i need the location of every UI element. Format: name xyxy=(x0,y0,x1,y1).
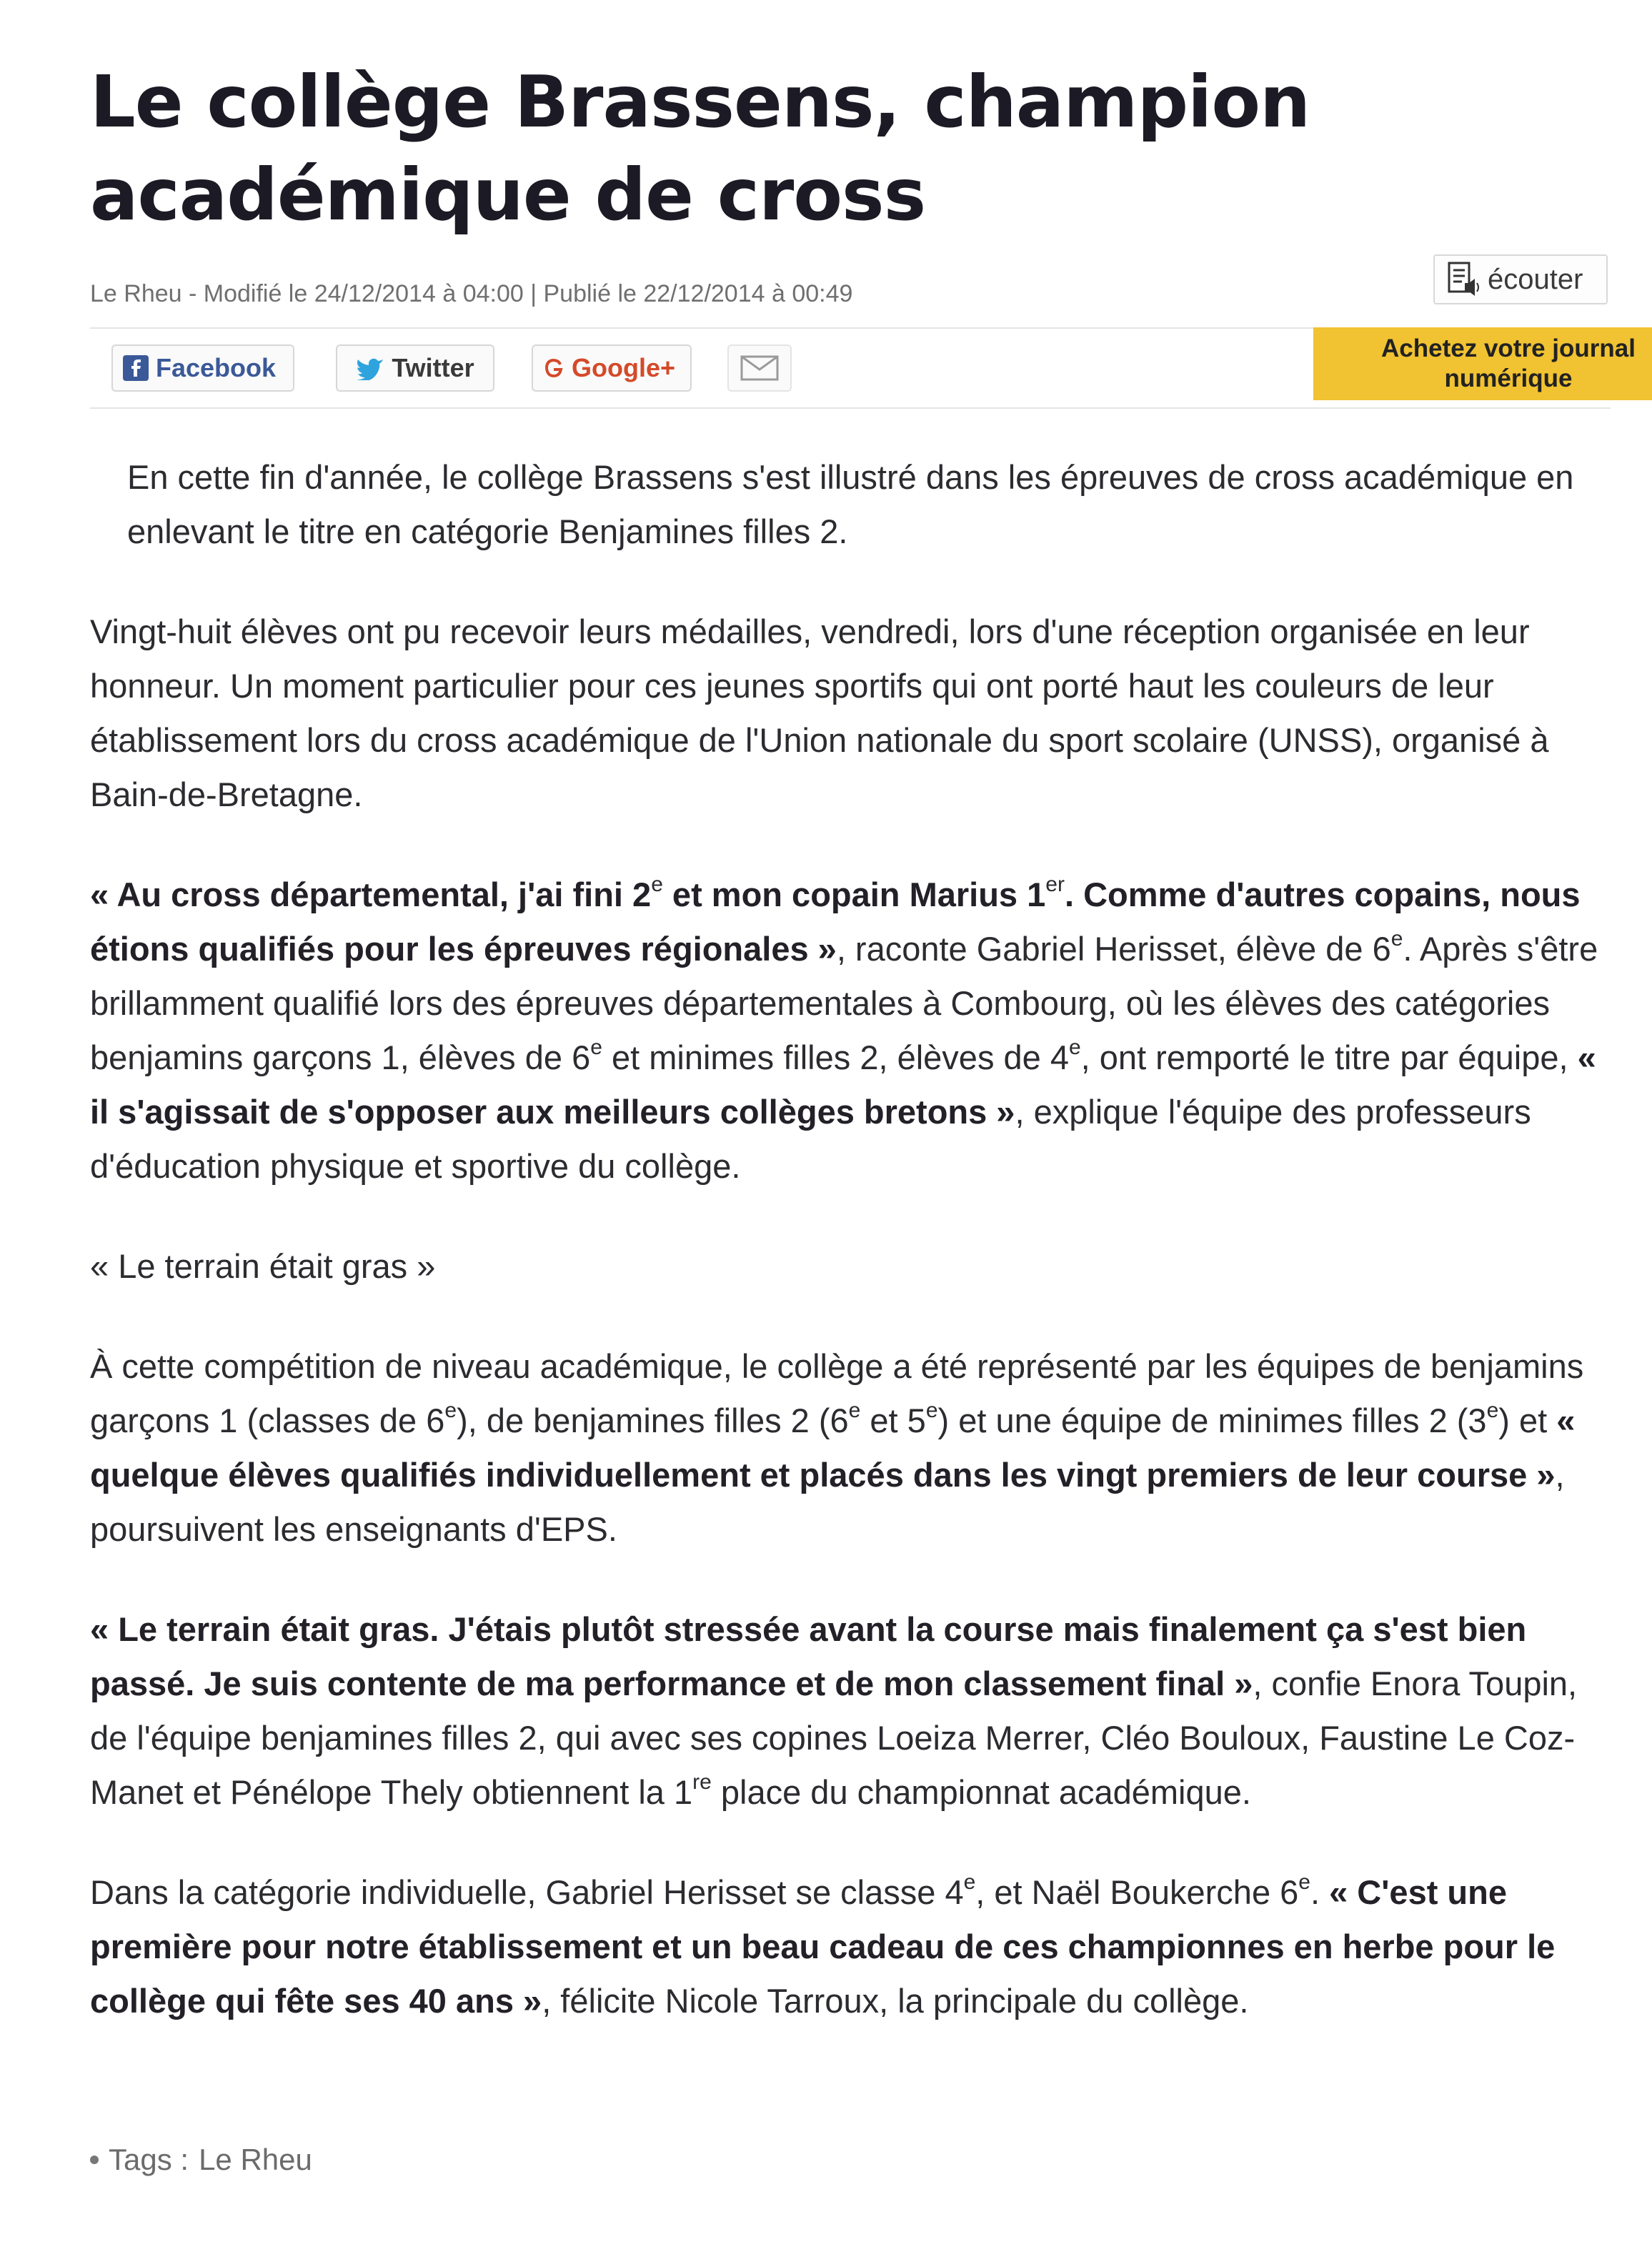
ordinal-suffix: e xyxy=(1298,1870,1310,1895)
ordinal-suffix: e xyxy=(1390,927,1403,951)
listen-button[interactable] xyxy=(1433,254,1608,304)
body-text: , félicite Nicole Tarroux, la principale du collège. xyxy=(542,1982,1249,2020)
googleplus-icon xyxy=(543,356,564,380)
speaker-document-icon xyxy=(1448,262,1481,297)
body-text: , confie Enora Toupin, de l'équipe benjamines filles 2, qui avec ses copines Loeiza Merrer, Cléo Bouloux, Faustine Le Coz-Manet et Pénélope Thely obtiennent la 1 xyxy=(90,1665,1578,1811)
ordinal-suffix: e xyxy=(590,1036,602,1060)
subheading: « Le terrain était gras » xyxy=(90,1247,436,1285)
quote-text: « Le terrain était gras. J'étais plutôt stressée avant la course mais finalement ça s'est bien passé. Je suis contente de ma performance et de mon classement final » xyxy=(90,1610,1527,1702)
ordinal-suffix: re xyxy=(692,1770,712,1795)
envelope-icon xyxy=(740,355,779,381)
ordinal-suffix: e xyxy=(963,1870,976,1895)
ordinal-suffix: er xyxy=(1045,873,1065,897)
body-text: , poursuivent les enseignants d'EPS. xyxy=(90,1456,1565,1548)
paragraph-6 xyxy=(90,1865,1612,2028)
ordinal-suffix: e xyxy=(1486,1399,1499,1423)
bullet-icon xyxy=(90,2156,99,2164)
ordinal-suffix: e xyxy=(651,873,663,897)
facebook-icon xyxy=(123,355,149,381)
listen-label: écouter xyxy=(1488,263,1583,295)
body-text: À cette compétition de niveau académique, le collège a été représenté par les équipes de benjamins garçons 1 (classes de 6 xyxy=(90,1347,1584,1439)
buy-label-line1: Achetez votre journal xyxy=(1381,334,1636,362)
paragraph-4 xyxy=(90,1339,1612,1557)
body-text: place du championnat académique. xyxy=(711,1773,1251,1811)
buy-label xyxy=(1381,334,1636,394)
body-text: et 5 xyxy=(860,1402,926,1439)
twitter-bird-icon xyxy=(356,356,384,380)
buy-label-line2: numérique xyxy=(1444,364,1573,392)
tags-line xyxy=(90,2143,312,2177)
body-text: , raconte Gabriel Herisset, élève de 6 xyxy=(836,930,1391,968)
tag-link-le-rheu[interactable]: Le Rheu xyxy=(199,2143,312,2176)
quote-text: « C'est une première pour notre établissement et un beau cadeau de ces championnes en herbe pour le collège qui fête ses 40 ans » xyxy=(90,1873,1556,2020)
quote-text: « il s'agissait de s'opposer aux meilleurs collèges bretons » xyxy=(90,1038,1596,1131)
paragraph-5 xyxy=(90,1602,1612,1820)
article-meta: Le Rheu - Modifié le 24/12/2014 à 04:00 | Publié le 22/12/2014 à 00:49 xyxy=(90,280,853,307)
ordinal-suffix: e xyxy=(1068,1036,1081,1060)
body-text: ), de benjamines filles 2 (6 xyxy=(457,1402,849,1439)
ordinal-suffix: e xyxy=(444,1399,457,1423)
body-text: ) et une équipe de minimes filles 2 (3 xyxy=(937,1402,1487,1439)
quote-text: . Comme d'autres copains, nous étions qualifiés pour les épreuves régionales » xyxy=(90,876,1581,968)
quote-text: et mon copain Marius 1 xyxy=(662,876,1046,913)
quote-text: « Au cross départemental, j'ai fini 2 xyxy=(90,876,652,913)
quote-text: « quelque élèves qualifiés individuellement et placés dans les vingt premiers de leur course » xyxy=(90,1402,1576,1494)
body-text: ) et xyxy=(1498,1402,1557,1439)
body-text: . Après s'être brillamment qualifié lors des épreuves départementales à Combourg, où les élèves des catégories benjamins garçons 1, élèves de 6 xyxy=(90,930,1598,1076)
googleplus-share-button[interactable] xyxy=(532,344,692,392)
body-text: , et Naël Boukerche 6 xyxy=(975,1873,1299,1911)
share-bar xyxy=(90,327,1636,409)
body-text: , ont remporté le titre par équipe, xyxy=(1080,1038,1578,1076)
twitter-share-button[interactable] xyxy=(336,344,494,392)
body-text: , explique l'équipe des professeurs d'éducation physique et sportive du collège. xyxy=(90,1093,1531,1185)
body-text: Dans la catégorie individuelle, Gabriel Herisset se classe 4 xyxy=(90,1873,964,1911)
twitter-label: Twitter xyxy=(392,353,474,382)
ordinal-suffix: e xyxy=(848,1399,861,1423)
tags-label: Tags : xyxy=(109,2143,189,2176)
facebook-label: Facebook xyxy=(156,353,277,382)
lead-paragraph: En cette fin d'année, le collège Brassens s'est illustré dans les épreuves de cross académique en enlevant le titre en catégorie Benjamines filles 2. xyxy=(127,458,1574,550)
facebook-share-button[interactable] xyxy=(111,344,294,392)
email-share-button[interactable] xyxy=(727,344,792,392)
ordinal-suffix: e xyxy=(925,1399,938,1423)
body-text: et minimes filles 2, élèves de 4 xyxy=(602,1038,1069,1076)
body-text: . xyxy=(1310,1873,1330,1911)
buy-digital-journal-button[interactable] xyxy=(1313,327,1652,400)
paragraph-2: Vingt-huit élèves ont pu recevoir leurs médailles, vendredi, lors d'une réception organisée en leur honneur. Un moment particulier pour ces jeunes sportifs qui ont porté haut les couleurs de leur établissement lors du cross académique de l'Union nationale du sport scolaire (UNSS), organisé à Bain-de-Bretagne. xyxy=(90,612,1549,813)
paragraph-3 xyxy=(90,868,1612,1194)
googleplus-label: Google+ xyxy=(572,353,676,382)
article-body xyxy=(90,450,1612,2074)
article-title: Le collège Brassens, champion académique de cross xyxy=(90,60,1310,237)
